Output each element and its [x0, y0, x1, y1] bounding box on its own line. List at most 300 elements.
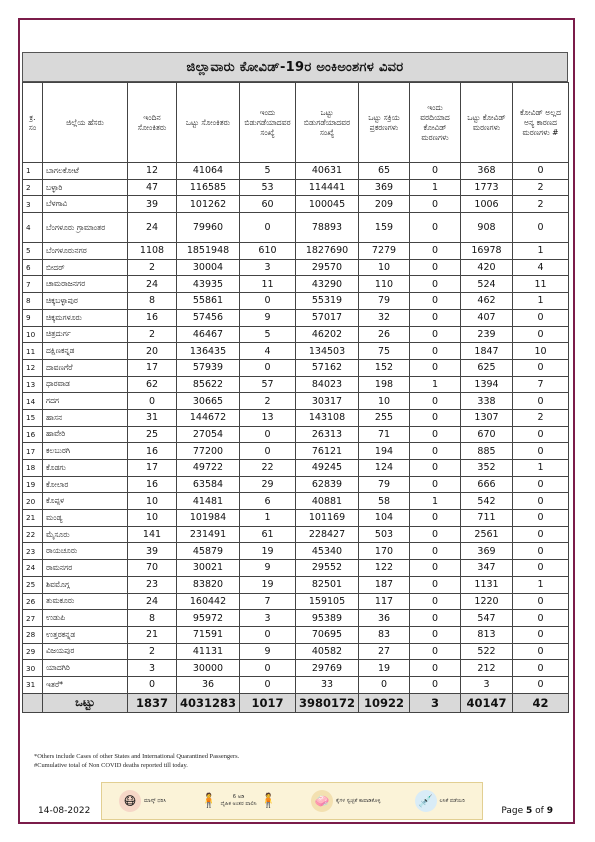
cell-today-positive: 12 [128, 163, 177, 180]
cell-non-covid-deaths: 0 [513, 526, 569, 543]
cell-total-discharged: 29570 [296, 259, 359, 276]
cell-total-positive: 85622 [177, 376, 240, 393]
cell-sn: 13 [23, 376, 43, 393]
cell-today-deaths: 1 [410, 179, 461, 196]
cell-today-discharged: 0 [240, 626, 296, 643]
table-row [23, 610, 569, 627]
cell-today-deaths: 0 [410, 259, 461, 276]
cell-total-positive: 30021 [177, 560, 240, 577]
cell-today-deaths: 0 [410, 293, 461, 310]
cell-active: 124 [359, 460, 410, 477]
cell-district: ವಿಜಯಪುರ [43, 643, 128, 660]
total-total-deaths: 40147 [461, 693, 513, 712]
cell-total-positive: 116585 [177, 179, 240, 196]
cell-non-covid-deaths: 11 [513, 276, 569, 293]
cell-active: 79 [359, 476, 410, 493]
cell-total-deaths: 1773 [461, 179, 513, 196]
cell-active: 27 [359, 643, 410, 660]
cell-total-discharged: 70695 [296, 626, 359, 643]
cell-today-deaths: 0 [410, 543, 461, 560]
table-row [23, 443, 569, 460]
table-row [23, 196, 569, 213]
cell-total-discharged: 228427 [296, 526, 359, 543]
cell-today-deaths: 0 [410, 460, 461, 477]
cell-total-discharged: 143108 [296, 409, 359, 426]
cell-today-deaths: 0 [410, 409, 461, 426]
table-row [23, 343, 569, 360]
cell-total-deaths: 1847 [461, 343, 513, 360]
cell-district: ಮಂಡ್ಯ [43, 510, 128, 527]
header-sn: ಕ್ರ. ಸಂ [23, 83, 43, 163]
cell-non-covid-deaths: 0 [513, 626, 569, 643]
cell-sn: 1 [23, 163, 43, 180]
cell-total-positive: 101262 [177, 196, 240, 213]
cell-active: 117 [359, 593, 410, 610]
cell-today-positive: 70 [128, 560, 177, 577]
cell-district: ಕಲಬುರಗಿ [43, 443, 128, 460]
cell-today-positive: 23 [128, 576, 177, 593]
cell-district: ಕೋಲಾರ [43, 476, 128, 493]
table-row [23, 476, 569, 493]
cell-active: 369 [359, 179, 410, 196]
cell-today-discharged: 0 [240, 293, 296, 310]
cell-today-deaths: 0 [410, 610, 461, 627]
cell-total-positive: 43935 [177, 276, 240, 293]
header-total-deaths: ಒಟ್ಟು ಕೋವಿಡ್ ಮರಣಗಳು [461, 83, 513, 163]
cell-total-discharged: 1827690 [296, 243, 359, 260]
cell-district: ಬೆಳಗಾವಿ [43, 196, 128, 213]
cell-non-covid-deaths: 10 [513, 343, 569, 360]
cell-today-positive: 10 [128, 493, 177, 510]
cell-today-deaths: 0 [410, 626, 461, 643]
cell-non-covid-deaths: 0 [513, 309, 569, 326]
cell-total-deaths: 1394 [461, 376, 513, 393]
cell-today-deaths: 0 [410, 326, 461, 343]
cell-today-deaths: 0 [410, 643, 461, 660]
cell-district: ದಕ್ಷಿಣಕನ್ನಡ [43, 343, 128, 360]
cell-today-positive: 24 [128, 593, 177, 610]
header-today-deaths: ಇಂದು ವರದಿಯಾದ ಕೋವಿಡ್ ಮರಣಗಳು [410, 83, 461, 163]
table-row [23, 293, 569, 310]
footnote-others: *Others include Cases of other States and International Quarantined Passengers. [34, 753, 240, 760]
cell-today-deaths: 0 [410, 426, 461, 443]
cell-non-covid-deaths: 0 [513, 426, 569, 443]
cell-district: ಬೆಂಗಳೂರು ಗ್ರಾಮಾಂತರ [43, 213, 128, 243]
cell-total-positive: 160442 [177, 593, 240, 610]
banner-distance-top: 6 ಅಡಿ [232, 794, 245, 800]
district-stats-table [22, 82, 569, 713]
cell-total-discharged: 114441 [296, 179, 359, 196]
cell-sn: 30 [23, 660, 43, 677]
cell-sn: 2 [23, 179, 43, 196]
header-total-discharged: ಒಟ್ಟು ಬಿಡುಗಡೆಯಾದವರ ಸಂಖ್ಯೆ [296, 83, 359, 163]
total-active: 10922 [359, 693, 410, 712]
cell-district: ಹಾಸನ [43, 409, 128, 426]
cell-non-covid-deaths: 1 [513, 576, 569, 593]
cell-today-positive: 62 [128, 376, 177, 393]
table-row [23, 163, 569, 180]
cell-today-deaths: 0 [410, 196, 461, 213]
cell-sn: 7 [23, 276, 43, 293]
cell-today-positive: 2 [128, 326, 177, 343]
cell-total-positive: 101984 [177, 510, 240, 527]
cell-today-discharged: 0 [240, 426, 296, 443]
cell-total-deaths: 352 [461, 460, 513, 477]
header-today-discharged: ಇಂದು ಬಿಡುಗಡೆಯಾದವರ ಸಂಖ್ಯೆ [240, 83, 296, 163]
cell-today-positive: 17 [128, 359, 177, 376]
cell-today-positive: 39 [128, 543, 177, 560]
table-row [23, 593, 569, 610]
cell-total-positive: 77200 [177, 443, 240, 460]
cell-district: ಶಿವಮೊಗ್ಗ [43, 576, 128, 593]
page-title: ಜಿಲ್ಲಾವಾರು ಕೋವಿಡ್-19ರ ಅಂಕಿಅಂಶಗಳ ವಿವರ [22, 52, 568, 82]
cell-district: ಚಿಕ್ಕಮಗಳೂರು [43, 309, 128, 326]
cell-today-discharged: 0 [240, 213, 296, 243]
cell-district: ರಾಯಚೂರು [43, 543, 128, 560]
cell-total-positive: 30000 [177, 660, 240, 677]
cell-active: 170 [359, 543, 410, 560]
cell-total-positive: 30665 [177, 393, 240, 410]
cell-today-positive: 1108 [128, 243, 177, 260]
cell-today-discharged: 60 [240, 196, 296, 213]
cell-district: ಇತರೆ* [43, 676, 128, 693]
cell-total-positive: 36 [177, 676, 240, 693]
cell-total-discharged: 46202 [296, 326, 359, 343]
cell-today-deaths: 0 [410, 676, 461, 693]
cell-today-positive: 10 [128, 510, 177, 527]
table-row [23, 393, 569, 410]
cell-today-positive: 17 [128, 460, 177, 477]
cell-non-covid-deaths: 4 [513, 259, 569, 276]
cell-total-positive: 144672 [177, 409, 240, 426]
cell-total-deaths: 711 [461, 510, 513, 527]
cell-sn: 9 [23, 309, 43, 326]
cell-today-discharged: 0 [240, 443, 296, 460]
cell-sn: 3 [23, 196, 43, 213]
cell-total-positive: 63584 [177, 476, 240, 493]
vaccine-icon: 💉 [415, 790, 437, 812]
cell-total-positive: 41064 [177, 163, 240, 180]
cell-sn: 19 [23, 476, 43, 493]
cell-today-discharged: 5 [240, 326, 296, 343]
cell-district: ಬಾಗಲಕೋಟೆ [43, 163, 128, 180]
cell-active: 209 [359, 196, 410, 213]
footnote-non-covid: #Cumulative total of Non COVID deaths reported till today. [34, 762, 188, 769]
cell-total-discharged: 40881 [296, 493, 359, 510]
table-row [23, 576, 569, 593]
cell-non-covid-deaths: 0 [513, 676, 569, 693]
table-header-row [23, 83, 569, 163]
cell-today-positive: 25 [128, 426, 177, 443]
cell-today-positive: 16 [128, 476, 177, 493]
cell-non-covid-deaths: 0 [513, 476, 569, 493]
cell-total-positive: 95972 [177, 610, 240, 627]
cell-today-discharged: 19 [240, 543, 296, 560]
cell-total-positive: 79960 [177, 213, 240, 243]
cell-total-positive: 46467 [177, 326, 240, 343]
cell-sn: 29 [23, 643, 43, 660]
cell-today-positive: 39 [128, 196, 177, 213]
cell-active: 71 [359, 426, 410, 443]
cell-district: ಕೊಡಗು [43, 460, 128, 477]
cell-non-covid-deaths: 0 [513, 393, 569, 410]
cell-total-discharged: 43290 [296, 276, 359, 293]
table-row [23, 359, 569, 376]
cell-today-deaths: 0 [410, 163, 461, 180]
cell-non-covid-deaths: 0 [513, 543, 569, 560]
cell-today-positive: 2 [128, 259, 177, 276]
cell-total-positive: 49722 [177, 460, 240, 477]
cell-total-discharged: 159105 [296, 593, 359, 610]
person-icon: 🧍 [200, 793, 218, 809]
cell-active: 83 [359, 626, 410, 643]
cell-total-deaths: 368 [461, 163, 513, 180]
cell-district: ಚಿಕ್ಕಬಳ್ಳಾಪುರ [43, 293, 128, 310]
cell-district: ಬೆಂಗಳೂರುನಗರ [43, 243, 128, 260]
cell-total-discharged: 45340 [296, 543, 359, 560]
cell-total-positive: 71591 [177, 626, 240, 643]
cell-total-discharged: 26313 [296, 426, 359, 443]
cell-total-positive: 1851948 [177, 243, 240, 260]
cell-total-positive: 231491 [177, 526, 240, 543]
cell-sn: 18 [23, 460, 43, 477]
cell-district: ತುಮಕೂರು [43, 593, 128, 610]
cell-today-discharged: 0 [240, 660, 296, 677]
cell-today-deaths: 0 [410, 213, 461, 243]
cell-today-discharged: 29 [240, 476, 296, 493]
cell-sn: 31 [23, 676, 43, 693]
cell-sn: 25 [23, 576, 43, 593]
cell-total-deaths: 522 [461, 643, 513, 660]
cell-district: ಚಾಮರಾಜನಗರ [43, 276, 128, 293]
cell-today-deaths: 0 [410, 660, 461, 677]
cell-non-covid-deaths: 1 [513, 460, 569, 477]
cell-today-deaths: 0 [410, 593, 461, 610]
cell-today-discharged: 7 [240, 593, 296, 610]
banner-distance-label: ದೈಹಿಕ ಅಂತರ ಪಾಲಿಸಿ [220, 801, 257, 807]
cell-active: 26 [359, 326, 410, 343]
cell-total-deaths: 212 [461, 660, 513, 677]
cell-total-discharged: 40582 [296, 643, 359, 660]
cell-total-deaths: 420 [461, 259, 513, 276]
cell-sn: 23 [23, 543, 43, 560]
cell-total-positive: 83820 [177, 576, 240, 593]
cell-non-covid-deaths: 0 [513, 213, 569, 243]
table-row [23, 560, 569, 577]
cell-total-positive: 41131 [177, 643, 240, 660]
cell-total-deaths: 369 [461, 543, 513, 560]
cell-total-deaths: 347 [461, 560, 513, 577]
cell-total-deaths: 1131 [461, 576, 513, 593]
total-today-deaths: 3 [410, 693, 461, 712]
cell-non-covid-deaths: 0 [513, 510, 569, 527]
cell-today-discharged: 9 [240, 560, 296, 577]
table-row [23, 626, 569, 643]
cell-today-discharged: 9 [240, 643, 296, 660]
cell-today-positive: 141 [128, 526, 177, 543]
cell-today-discharged: 13 [240, 409, 296, 426]
cell-active: 110 [359, 276, 410, 293]
cell-active: 10 [359, 393, 410, 410]
cell-total-deaths: 1307 [461, 409, 513, 426]
cell-total-deaths: 407 [461, 309, 513, 326]
cell-total-deaths: 1006 [461, 196, 513, 213]
total-today-discharged: 1017 [240, 693, 296, 712]
table-row [23, 326, 569, 343]
cell-total-discharged: 57017 [296, 309, 359, 326]
cell-non-covid-deaths: 0 [513, 610, 569, 627]
cell-today-deaths: 0 [410, 359, 461, 376]
cell-non-covid-deaths: 0 [513, 326, 569, 343]
cell-active: 104 [359, 510, 410, 527]
cell-today-positive: 2 [128, 643, 177, 660]
cell-total-deaths: 1220 [461, 593, 513, 610]
cell-total-discharged: 40631 [296, 163, 359, 180]
cell-today-discharged: 4 [240, 343, 296, 360]
cell-total-positive: 27054 [177, 426, 240, 443]
cell-active: 10 [359, 259, 410, 276]
cell-total-deaths: 666 [461, 476, 513, 493]
banner-hands-text: ಕೈಗಳ ಸ್ವಚ್ಛತೆ ಕಾಪಾಡಿಕೊಳ್ಳಿ [336, 797, 381, 804]
total-total-discharged: 3980172 [296, 693, 359, 712]
cell-total-discharged: 84023 [296, 376, 359, 393]
table-row [23, 510, 569, 527]
cell-total-discharged: 76121 [296, 443, 359, 460]
cell-today-deaths: 1 [410, 493, 461, 510]
cell-district: ಧಾರವಾಡ [43, 376, 128, 393]
cell-district: ಬಳ್ಳಾರಿ [43, 179, 128, 196]
footer-page-label: Page [501, 806, 524, 816]
cell-today-discharged: 1 [240, 510, 296, 527]
cell-district: ಗದಗ [43, 393, 128, 410]
table-row [23, 526, 569, 543]
cell-active: 79 [359, 293, 410, 310]
cell-sn: 10 [23, 326, 43, 343]
cell-active: 65 [359, 163, 410, 180]
cell-active: 187 [359, 576, 410, 593]
cell-active: 58 [359, 493, 410, 510]
cell-active: 194 [359, 443, 410, 460]
cell-today-discharged: 0 [240, 676, 296, 693]
cell-today-deaths: 0 [410, 510, 461, 527]
table-body [23, 163, 569, 713]
cell-today-discharged: 61 [240, 526, 296, 543]
cell-non-covid-deaths: 0 [513, 443, 569, 460]
cell-active: 503 [359, 526, 410, 543]
total-label: ಒಟ್ಟು [43, 693, 128, 712]
cell-sn: 5 [23, 243, 43, 260]
banner-mask-text: ಮಾಸ್ಕ್ ಧರಿಸಿ [143, 797, 167, 804]
cell-today-positive: 47 [128, 179, 177, 196]
cell-total-deaths: 16978 [461, 243, 513, 260]
cell-sn: 24 [23, 560, 43, 577]
cell-total-deaths: 885 [461, 443, 513, 460]
header-district: ಜಿಲ್ಲೆಯ ಹೆಸರು [43, 83, 128, 163]
table-row [23, 543, 569, 560]
cell-total-discharged: 49245 [296, 460, 359, 477]
cell-total-deaths: 542 [461, 493, 513, 510]
cell-today-discharged: 9 [240, 309, 296, 326]
table-row [23, 426, 569, 443]
cell-non-covid-deaths: 0 [513, 593, 569, 610]
footer-page-total: 9 [546, 806, 553, 816]
cell-district: ಹಾವೇರಿ [43, 426, 128, 443]
cell-sn: 17 [23, 443, 43, 460]
banner-vaccine [415, 790, 465, 812]
cell-today-discharged: 3 [240, 259, 296, 276]
cell-today-discharged: 22 [240, 460, 296, 477]
cell-non-covid-deaths: 2 [513, 179, 569, 196]
cell-today-discharged: 53 [240, 179, 296, 196]
cell-active: 75 [359, 343, 410, 360]
cell-active: 152 [359, 359, 410, 376]
cell-today-discharged: 19 [240, 576, 296, 593]
cell-total-deaths: 625 [461, 359, 513, 376]
cell-district: ಯಾದಗಿರಿ [43, 660, 128, 677]
total-blank-cell [23, 693, 43, 712]
cell-total-deaths: 547 [461, 610, 513, 627]
table-row [23, 179, 569, 196]
cell-total-discharged: 101169 [296, 510, 359, 527]
cell-non-covid-deaths: 0 [513, 359, 569, 376]
cell-district: ಮೈಸೂರು [43, 526, 128, 543]
cell-active: 36 [359, 610, 410, 627]
cell-district: ಬೀದರ್ [43, 259, 128, 276]
cell-total-deaths: 338 [461, 393, 513, 410]
cell-today-deaths: 0 [410, 343, 461, 360]
total-today-positive: 1837 [128, 693, 177, 712]
cell-non-covid-deaths: 0 [513, 643, 569, 660]
cell-sn: 21 [23, 510, 43, 527]
cell-today-deaths: 0 [410, 243, 461, 260]
table-row [23, 643, 569, 660]
cell-district: ಉಡುಪಿ [43, 610, 128, 627]
cell-today-deaths: 0 [410, 443, 461, 460]
cell-total-deaths: 2561 [461, 526, 513, 543]
footer-page [501, 806, 553, 816]
cell-total-deaths: 670 [461, 426, 513, 443]
cell-non-covid-deaths: 0 [513, 660, 569, 677]
footer-page-of: of [535, 806, 544, 816]
cell-non-covid-deaths: 0 [513, 560, 569, 577]
cell-today-positive: 24 [128, 213, 177, 243]
header-total-positive: ಒಟ್ಟು ಸೋಂಕಿತರು [177, 83, 240, 163]
cell-today-positive: 24 [128, 276, 177, 293]
cell-sn: 12 [23, 359, 43, 376]
cell-sn: 15 [23, 409, 43, 426]
cell-non-covid-deaths: 0 [513, 493, 569, 510]
cell-total-positive: 45879 [177, 543, 240, 560]
header-non-covid-deaths: ಕೋವಿಡ್ ಅಲ್ಲದ ಅನ್ಯ ಕಾರಣದ ಮರಣಗಳು # [513, 83, 569, 163]
banner-mask [119, 790, 166, 812]
cell-sn: 20 [23, 493, 43, 510]
footer-date: 14-08-2022 [38, 806, 91, 816]
cell-today-discharged: 5 [240, 163, 296, 180]
cell-non-covid-deaths: 2 [513, 409, 569, 426]
cell-total-positive: 57456 [177, 309, 240, 326]
table-row [23, 460, 569, 477]
cell-today-discharged: 57 [240, 376, 296, 393]
cell-today-discharged: 6 [240, 493, 296, 510]
cell-today-positive: 16 [128, 309, 177, 326]
table-row [23, 243, 569, 260]
cell-sn: 16 [23, 426, 43, 443]
table-row [23, 409, 569, 426]
cell-total-discharged: 134503 [296, 343, 359, 360]
cell-today-deaths: 0 [410, 576, 461, 593]
total-non-covid-deaths: 42 [513, 693, 569, 712]
cell-sn: 8 [23, 293, 43, 310]
